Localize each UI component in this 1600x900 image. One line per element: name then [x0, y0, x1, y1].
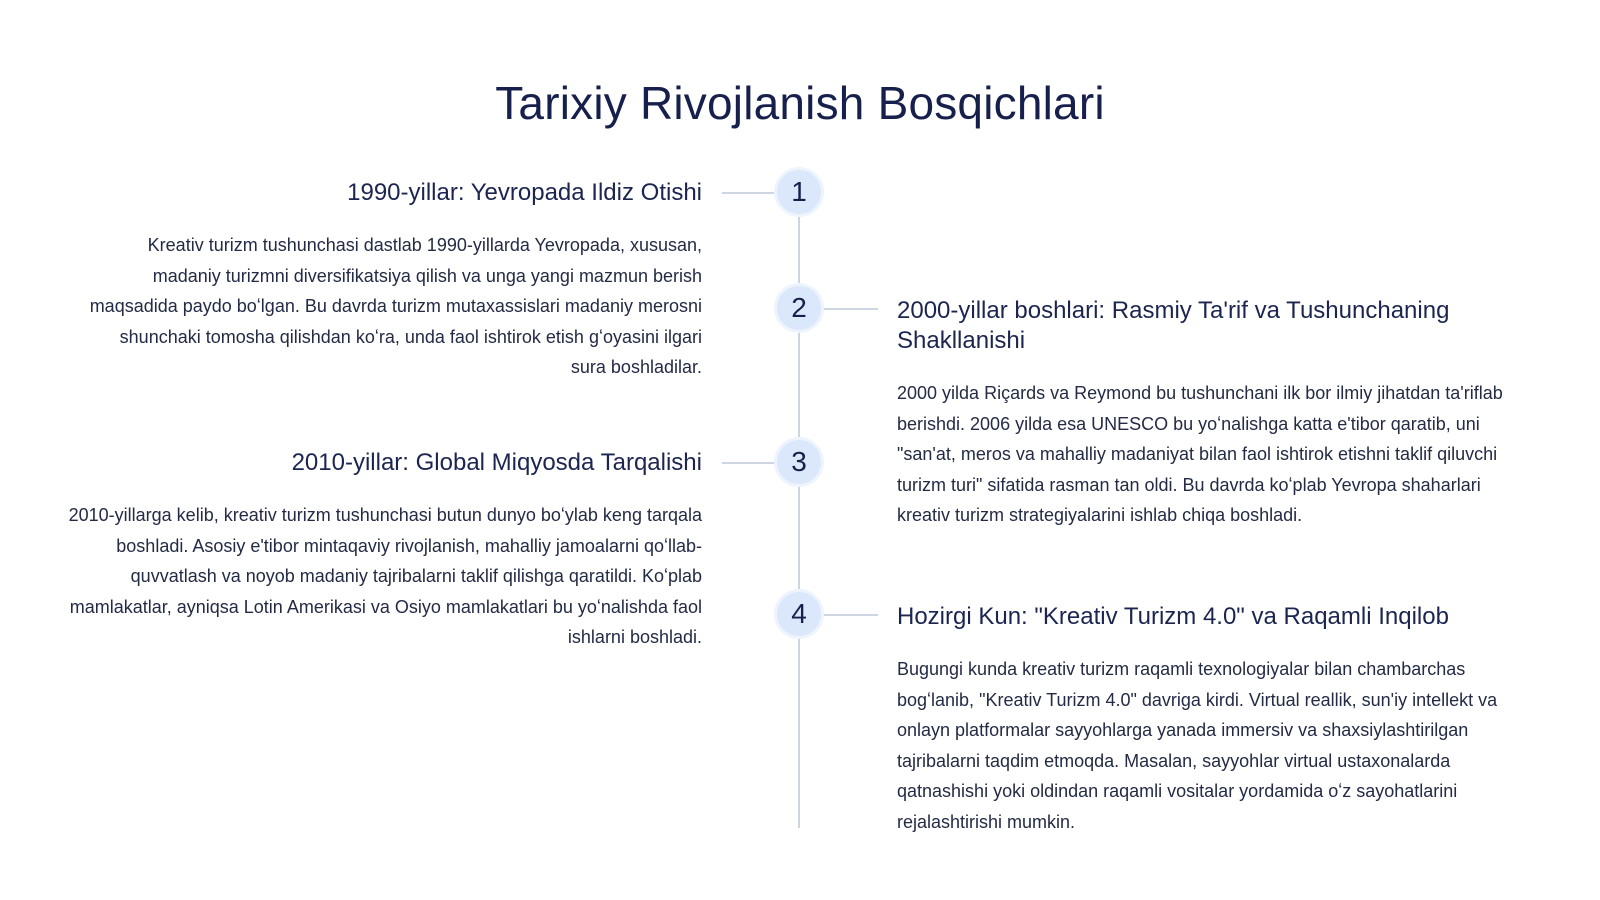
timeline-entry-1	[80, 178, 702, 383]
connector-3	[722, 462, 778, 464]
stage-heading: Hozirgi Kun: "Kreativ Turizm 4.0" va Raqamli Inqilob	[897, 603, 1449, 630]
timeline-entry-3	[60, 448, 702, 653]
stage-marker-4: 4	[777, 592, 821, 636]
stage-body: Kreativ turizm tushunchasi dastlab 1990-yillarda Yevropada, xususan, madaniy turizmni diversifikatsiya qilish va unga yangi mazmun berish maqsadida paydo boʻlgan. Bu davrda turizm mutaxassislari madaniy merosni shunchaki tomosha qilishdan koʻra, unda faol ishtirok etish gʻoyasini ilgari sura boshladilar.	[89, 235, 702, 377]
stage-body: 2000 yilda Riçards va Reymond bu tushunchani ilk bor ilmiy jihatdan ta'riflab berishdi. 2006 yilda esa UNESCO bu yoʻnalishga katta e'tibor qaratib, uni "san'at, meros va mahalliy madaniyat bilan faol ishtirok etishni taklif qiluvchi turizm turi" sifatida rasman tan oldi. Bu davrda koʻplab Yevropa shaharlari kreativ turizm strategiyalarini ishlab chiqa boshladi.	[897, 383, 1503, 525]
connector-1	[722, 192, 778, 194]
timeline-entry-4	[897, 602, 1537, 837]
stage-body: Bugungi kunda kreativ turizm raqamli texnologiyalar bilan chambarchas bogʻlanib, "Kreativ Turizm 4.0" davriga kirdi. Virtual reallik, sun'iy intellekt va onlayn platformalar sayyohlarga yanada immersiv va shaxsiylashtirilgan tajribalarni taqdim etmoqda. Masalan, sayyohlar virtual ustaxonalarda qatnashishi yoki oldindan raqamli vositalar yordamida oʻz sayohatlarini rejalashtirishi mumkin.	[897, 659, 1498, 832]
stage-marker-2: 2	[777, 286, 821, 330]
stage-marker-3: 3	[777, 440, 821, 484]
connector-4	[820, 614, 878, 616]
stage-marker-1: 1	[777, 170, 821, 214]
page-title: Tarixiy Rivojlanish Bosqichlari	[495, 77, 1105, 129]
stage-heading: 2010-yillar: Global Miqyosda Tarqalishi	[291, 449, 702, 476]
timeline-entry-2	[897, 296, 1517, 531]
connector-2	[820, 308, 878, 310]
stage-heading: 2000-yillar boshlari: Rasmiy Ta'rif va Tushunchaning Shakllanishi	[897, 297, 1450, 354]
stage-body: 2010-yillarga kelib, kreativ turizm tushunchasi butun dunyo boʻylab keng tarqala boshladi. Asosiy e'tibor mintaqaviy rivojlanish, mahalliy jamoalarni qoʻllab-quvvatlash va noyob madaniy tajribalarni taklif qilishga qaratildi. Koʻplab mamlakatlar, ayniqsa Lotin Amerikasi va Osiyo mamlakatlari bu yoʻnalishda faol ishlarni boshladi.	[68, 505, 702, 647]
stage-heading: 1990-yillar: Yevropada Ildiz Otishi	[347, 179, 702, 206]
